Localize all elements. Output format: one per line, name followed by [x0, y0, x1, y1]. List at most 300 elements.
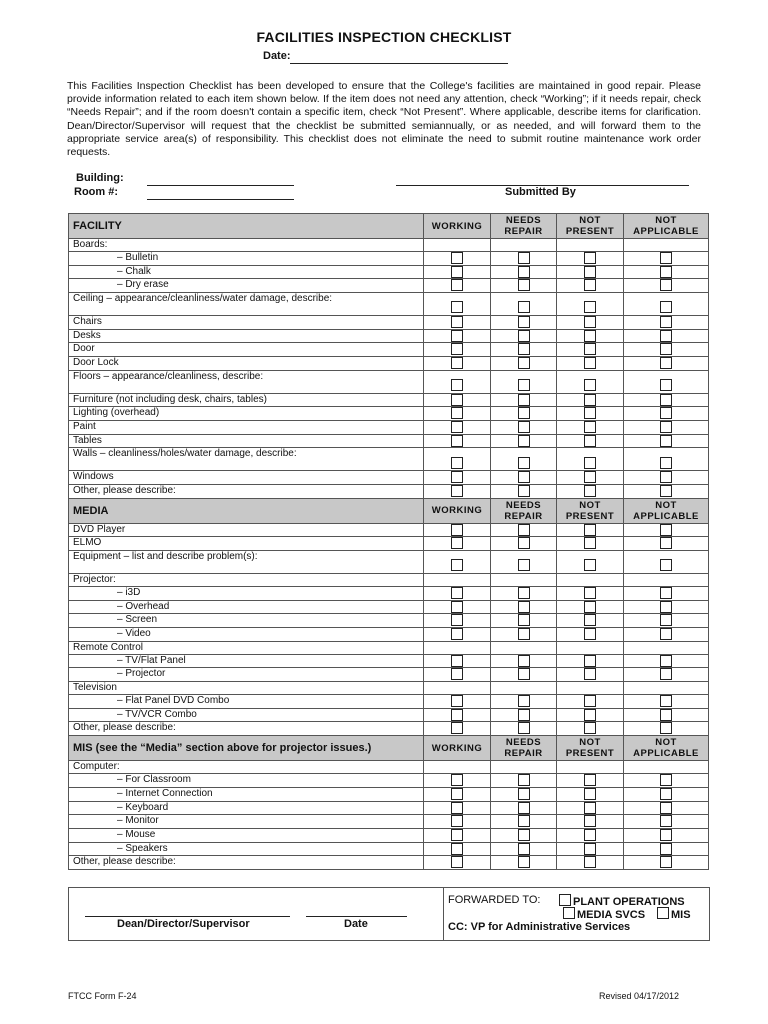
checkbox-cell[interactable] [491, 668, 557, 682]
not-applicable-checkbox[interactable] [660, 471, 672, 483]
needs-repair-checkbox[interactable] [518, 829, 530, 841]
checkbox-cell[interactable] [557, 815, 624, 829]
item-label: – Screen [69, 614, 424, 628]
checkbox-cell[interactable] [491, 370, 557, 393]
checkbox-cell[interactable] [424, 537, 491, 551]
checkbox-cell[interactable] [491, 484, 557, 498]
checkbox-cell[interactable] [491, 627, 557, 641]
not-present-checkbox[interactable] [584, 524, 596, 536]
not-applicable-checkbox[interactable] [660, 843, 672, 855]
checkbox-cell[interactable] [491, 828, 557, 842]
needs-repair-checkbox[interactable] [518, 695, 530, 707]
checkbox-cell[interactable] [557, 316, 624, 330]
needs-repair-checkbox[interactable] [518, 601, 530, 613]
working-checkbox[interactable] [451, 252, 463, 264]
working-checkbox[interactable] [451, 485, 463, 497]
mis-checkbox[interactable] [657, 907, 669, 919]
checkbox-cell[interactable] [491, 329, 557, 343]
plant-operations-option[interactable]: PLANT OPERATIONS [559, 894, 685, 908]
checkbox-cell[interactable] [424, 627, 491, 641]
checkbox-cell[interactable] [491, 537, 557, 551]
not-present-checkbox[interactable] [584, 601, 596, 613]
needs-repair-checkbox[interactable] [518, 379, 530, 391]
checkbox-cell[interactable] [624, 856, 709, 870]
item-label: – Projector [69, 668, 424, 682]
checkbox-cell[interactable] [557, 434, 624, 448]
not-present-checkbox[interactable] [584, 709, 596, 721]
not-present-checkbox[interactable] [584, 788, 596, 800]
working-checkbox[interactable] [451, 802, 463, 814]
not-applicable-checkbox[interactable] [660, 709, 672, 721]
checkbox-cell[interactable] [624, 668, 709, 682]
checkbox-cell[interactable] [424, 614, 491, 628]
checkbox-cell[interactable] [424, 856, 491, 870]
checkbox-cell[interactable] [624, 614, 709, 628]
checkbox-cell[interactable] [491, 654, 557, 668]
checkbox-cell[interactable] [424, 471, 491, 485]
checkbox-cell[interactable] [424, 357, 491, 371]
not-present-checkbox[interactable] [584, 655, 596, 667]
not-applicable-checkbox[interactable] [660, 559, 672, 571]
checkbox-cell[interactable] [491, 393, 557, 407]
needs-repair-checkbox[interactable] [518, 301, 530, 313]
working-checkbox[interactable] [451, 709, 463, 721]
needs-repair-checkbox[interactable] [518, 537, 530, 549]
checkbox-cell[interactable] [491, 774, 557, 788]
needs-repair-checkbox[interactable] [518, 774, 530, 786]
not-applicable-checkbox[interactable] [660, 394, 672, 406]
checkbox-cell[interactable] [624, 815, 709, 829]
sign-date-line[interactable] [306, 916, 407, 917]
checkbox-cell[interactable] [624, 329, 709, 343]
needs-repair-checkbox[interactable] [518, 343, 530, 355]
checkbox-cell[interactable] [424, 842, 491, 856]
checkbox-cell[interactable] [491, 695, 557, 709]
working-checkbox[interactable] [451, 601, 463, 613]
needs-repair-checkbox[interactable] [518, 843, 530, 855]
checkbox-cell[interactable] [624, 550, 709, 573]
checkbox-cell[interactable] [424, 265, 491, 279]
not-applicable-checkbox[interactable] [660, 379, 672, 391]
needs-repair-checkbox[interactable] [518, 709, 530, 721]
checkbox-cell[interactable] [491, 815, 557, 829]
working-checkbox[interactable] [451, 471, 463, 483]
checkbox-cell[interactable] [557, 787, 624, 801]
checkbox-cell[interactable] [557, 393, 624, 407]
checkbox-cell[interactable] [424, 407, 491, 421]
not-present-checkbox[interactable] [584, 343, 596, 355]
not-applicable-checkbox[interactable] [660, 856, 672, 868]
checkbox-cell[interactable] [424, 722, 491, 736]
working-checkbox[interactable] [451, 421, 463, 433]
checkbox-cell[interactable] [557, 586, 624, 600]
checkbox-cell [557, 641, 624, 654]
needs-repair-checkbox[interactable] [518, 668, 530, 680]
checkbox-cell[interactable] [624, 537, 709, 551]
needs-repair-checkbox[interactable] [518, 435, 530, 447]
not-present-checkbox[interactable] [584, 421, 596, 433]
working-checkbox[interactable] [451, 357, 463, 369]
working-checkbox[interactable] [451, 301, 463, 313]
working-checkbox[interactable] [451, 655, 463, 667]
checkbox-cell[interactable] [424, 252, 491, 266]
item-label: Other, please describe: [69, 722, 424, 736]
checkbox-cell[interactable] [557, 357, 624, 371]
working-checkbox[interactable] [451, 843, 463, 855]
checkbox-cell[interactable] [424, 708, 491, 722]
checkbox-cell[interactable] [624, 774, 709, 788]
working-checkbox[interactable] [451, 774, 463, 786]
checkbox-cell[interactable] [424, 600, 491, 614]
checkbox-cell[interactable] [424, 279, 491, 293]
not-present-checkbox[interactable] [584, 316, 596, 328]
checkbox-cell[interactable] [624, 586, 709, 600]
not-applicable-checkbox[interactable] [660, 601, 672, 613]
not-applicable-checkbox[interactable] [660, 301, 672, 313]
checkbox-cell[interactable] [491, 787, 557, 801]
checkbox-cell[interactable] [557, 523, 624, 537]
checkbox-cell[interactable] [624, 695, 709, 709]
checkbox-cell[interactable] [557, 856, 624, 870]
not-present-checkbox[interactable] [584, 357, 596, 369]
not-applicable-checkbox[interactable] [660, 485, 672, 497]
checkbox-cell[interactable] [624, 293, 709, 316]
working-checkbox[interactable] [451, 788, 463, 800]
checkbox-cell[interactable] [624, 393, 709, 407]
not-applicable-checkbox[interactable] [660, 457, 672, 469]
not-present-checkbox[interactable] [584, 301, 596, 313]
not-applicable-checkbox[interactable] [660, 614, 672, 626]
needs-repair-checkbox[interactable] [518, 722, 530, 734]
mis-option[interactable]: MIS [657, 907, 691, 921]
not-applicable-checkbox[interactable] [660, 587, 672, 599]
needs-repair-checkbox[interactable] [518, 394, 530, 406]
checkbox-cell[interactable] [557, 774, 624, 788]
checkbox-cell[interactable] [624, 708, 709, 722]
not-present-checkbox[interactable] [584, 279, 596, 291]
checkbox-cell[interactable] [491, 708, 557, 722]
not-applicable-checkbox[interactable] [660, 537, 672, 549]
checkbox-cell[interactable] [557, 448, 624, 471]
checkbox-cell[interactable] [424, 316, 491, 330]
checkbox-cell[interactable] [491, 842, 557, 856]
checkbox-cell[interactable] [624, 357, 709, 371]
checkbox-cell[interactable] [624, 471, 709, 485]
not-present-checkbox[interactable] [584, 829, 596, 841]
checkbox-cell[interactable] [624, 265, 709, 279]
checkbox-cell[interactable] [557, 407, 624, 421]
needs-repair-checkbox[interactable] [518, 421, 530, 433]
needs-repair-checkbox[interactable] [518, 471, 530, 483]
needs-repair-checkbox[interactable] [518, 279, 530, 291]
checkbox-cell[interactable] [491, 856, 557, 870]
not-present-checkbox[interactable] [584, 471, 596, 483]
working-checkbox[interactable] [451, 343, 463, 355]
not-present-checkbox[interactable] [584, 722, 596, 734]
checkbox-cell[interactable] [557, 484, 624, 498]
checkbox-cell[interactable] [424, 393, 491, 407]
not-present-checkbox[interactable] [584, 856, 596, 868]
checkbox-cell[interactable] [491, 407, 557, 421]
checkbox-cell[interactable] [491, 434, 557, 448]
signer-line[interactable] [85, 916, 290, 917]
checkbox-cell[interactable] [557, 420, 624, 434]
not-present-checkbox[interactable] [584, 266, 596, 278]
needs-repair-checkbox[interactable] [518, 485, 530, 497]
not-present-checkbox[interactable] [584, 252, 596, 264]
checkbox-cell[interactable] [557, 828, 624, 842]
working-checkbox[interactable] [451, 668, 463, 680]
checkbox-cell[interactable] [424, 448, 491, 471]
working-checkbox[interactable] [451, 815, 463, 827]
checkbox-cell[interactable] [624, 420, 709, 434]
checkbox-cell[interactable] [491, 614, 557, 628]
checkbox-cell[interactable] [424, 523, 491, 537]
checkbox-cell[interactable] [557, 293, 624, 316]
needs-repair-checkbox[interactable] [518, 252, 530, 264]
date-field[interactable] [290, 63, 508, 64]
not-applicable-checkbox[interactable] [660, 774, 672, 786]
not-applicable-checkbox[interactable] [660, 655, 672, 667]
working-checkbox[interactable] [451, 587, 463, 599]
checkbox-cell[interactable] [491, 265, 557, 279]
checkbox-cell[interactable] [491, 279, 557, 293]
needs-repair-checkbox[interactable] [518, 655, 530, 667]
not-present-checkbox[interactable] [584, 457, 596, 469]
checkbox-cell[interactable] [557, 708, 624, 722]
checkbox-cell[interactable] [424, 801, 491, 815]
checkbox-cell[interactable] [424, 484, 491, 498]
not-present-checkbox[interactable] [584, 843, 596, 855]
checkbox-cell[interactable] [624, 523, 709, 537]
media-svcs-checkbox[interactable] [563, 907, 575, 919]
checkbox-cell[interactable] [424, 370, 491, 393]
checkbox-cell[interactable] [557, 252, 624, 266]
working-checkbox[interactable] [451, 695, 463, 707]
not-present-checkbox[interactable] [584, 537, 596, 549]
checkbox-cell[interactable] [491, 420, 557, 434]
working-checkbox[interactable] [451, 559, 463, 571]
checkbox-cell[interactable] [491, 523, 557, 537]
working-checkbox[interactable] [451, 856, 463, 868]
not-applicable-checkbox[interactable] [660, 829, 672, 841]
needs-repair-checkbox[interactable] [518, 524, 530, 536]
not-applicable-checkbox[interactable] [660, 668, 672, 680]
needs-repair-checkbox[interactable] [518, 614, 530, 626]
working-checkbox[interactable] [451, 266, 463, 278]
checkbox-cell[interactable] [557, 614, 624, 628]
working-checkbox[interactable] [451, 614, 463, 626]
checkbox-cell[interactable] [424, 787, 491, 801]
checkbox-cell[interactable] [557, 537, 624, 551]
needs-repair-checkbox[interactable] [518, 628, 530, 640]
checkbox-cell[interactable] [491, 357, 557, 371]
not-present-checkbox[interactable] [584, 802, 596, 814]
needs-repair-checkbox[interactable] [518, 856, 530, 868]
room-field[interactable] [147, 199, 294, 200]
building-field[interactable] [147, 185, 294, 186]
checkbox-cell[interactable] [624, 279, 709, 293]
checkbox-cell[interactable] [624, 787, 709, 801]
not-present-checkbox[interactable] [584, 695, 596, 707]
checkbox-cell[interactable] [624, 370, 709, 393]
needs-repair-checkbox[interactable] [518, 802, 530, 814]
checkbox-cell[interactable] [424, 550, 491, 573]
checkbox-cell[interactable] [491, 316, 557, 330]
needs-repair-checkbox[interactable] [518, 266, 530, 278]
checkbox-cell[interactable] [424, 586, 491, 600]
not-applicable-checkbox[interactable] [660, 343, 672, 355]
checkbox-cell [624, 761, 709, 774]
checkbox-cell[interactable] [424, 434, 491, 448]
checkbox-cell[interactable] [557, 627, 624, 641]
checkbox-cell[interactable] [624, 448, 709, 471]
working-checkbox[interactable] [451, 279, 463, 291]
checkbox-cell[interactable] [624, 343, 709, 357]
working-checkbox[interactable] [451, 628, 463, 640]
checkbox-cell[interactable] [491, 586, 557, 600]
not-present-checkbox[interactable] [584, 815, 596, 827]
checkbox-cell[interactable] [624, 316, 709, 330]
not-present-checkbox[interactable] [584, 330, 596, 342]
not-applicable-checkbox[interactable] [660, 788, 672, 800]
media-svcs-option[interactable]: MEDIA SVCS [563, 907, 645, 921]
working-checkbox[interactable] [451, 537, 463, 549]
checkbox-cell[interactable] [624, 407, 709, 421]
not-present-checkbox[interactable] [584, 435, 596, 447]
needs-repair-checkbox[interactable] [518, 815, 530, 827]
not-applicable-checkbox[interactable] [660, 802, 672, 814]
checkbox-cell[interactable] [424, 329, 491, 343]
working-checkbox[interactable] [451, 829, 463, 841]
checkbox-cell[interactable] [491, 550, 557, 573]
checkbox-cell[interactable] [424, 420, 491, 434]
checkbox-cell[interactable] [424, 343, 491, 357]
checkbox-cell[interactable] [557, 722, 624, 736]
checkbox-cell[interactable] [491, 252, 557, 266]
checkbox-cell[interactable] [557, 550, 624, 573]
not-applicable-checkbox[interactable] [660, 628, 672, 640]
table-row [69, 722, 709, 736]
checkbox-cell[interactable] [557, 695, 624, 709]
checkbox-cell[interactable] [557, 842, 624, 856]
working-checkbox[interactable] [451, 330, 463, 342]
needs-repair-checkbox[interactable] [518, 357, 530, 369]
checkbox-cell[interactable] [491, 600, 557, 614]
checkbox-cell[interactable] [624, 842, 709, 856]
checkbox-cell[interactable] [624, 627, 709, 641]
checkbox-cell[interactable] [557, 600, 624, 614]
not-present-checkbox[interactable] [584, 628, 596, 640]
needs-repair-checkbox[interactable] [518, 407, 530, 419]
not-applicable-checkbox[interactable] [660, 695, 672, 707]
checkbox-cell[interactable] [424, 293, 491, 316]
checkbox-cell[interactable] [491, 448, 557, 471]
checkbox-cell[interactable] [557, 654, 624, 668]
not-applicable-checkbox[interactable] [660, 316, 672, 328]
checkbox-cell [424, 761, 491, 774]
plant-operations-checkbox[interactable] [559, 894, 571, 906]
checkbox-cell[interactable] [424, 654, 491, 668]
checkbox-cell[interactable] [557, 265, 624, 279]
not-present-checkbox[interactable] [584, 614, 596, 626]
checkbox-cell[interactable] [557, 801, 624, 815]
checkbox-cell[interactable] [624, 484, 709, 498]
needs-repair-checkbox[interactable] [518, 330, 530, 342]
working-checkbox[interactable] [451, 435, 463, 447]
checkbox-cell[interactable] [624, 252, 709, 266]
checkbox-cell[interactable] [624, 654, 709, 668]
working-checkbox[interactable] [451, 407, 463, 419]
not-applicable-checkbox[interactable] [660, 279, 672, 291]
needs-repair-checkbox[interactable] [518, 559, 530, 571]
table-row [69, 856, 709, 870]
needs-repair-checkbox[interactable] [518, 457, 530, 469]
checkbox-cell[interactable] [557, 471, 624, 485]
checkbox-cell[interactable] [557, 370, 624, 393]
checkbox-cell[interactable] [491, 293, 557, 316]
not-applicable-checkbox[interactable] [660, 330, 672, 342]
not-applicable-checkbox[interactable] [660, 407, 672, 419]
not-present-checkbox[interactable] [584, 587, 596, 599]
not-present-checkbox[interactable] [584, 559, 596, 571]
not-applicable-checkbox[interactable] [660, 815, 672, 827]
checkbox-cell[interactable] [424, 668, 491, 682]
not-applicable-checkbox[interactable] [660, 357, 672, 369]
checkbox-cell[interactable] [624, 801, 709, 815]
not-applicable-checkbox[interactable] [660, 421, 672, 433]
checkbox-cell[interactable] [424, 815, 491, 829]
checkbox-cell[interactable] [491, 801, 557, 815]
checkbox-cell[interactable] [557, 279, 624, 293]
not-present-checkbox[interactable] [584, 774, 596, 786]
not-applicable-checkbox[interactable] [660, 722, 672, 734]
working-checkbox[interactable] [451, 316, 463, 328]
checkbox-cell[interactable] [491, 471, 557, 485]
working-checkbox[interactable] [451, 457, 463, 469]
checkbox-cell[interactable] [557, 668, 624, 682]
not-present-checkbox[interactable] [584, 668, 596, 680]
not-applicable-checkbox[interactable] [660, 252, 672, 264]
not-present-checkbox[interactable] [584, 394, 596, 406]
not-present-checkbox[interactable] [584, 379, 596, 391]
building-label: Building: [76, 172, 124, 184]
checkbox-cell[interactable] [424, 774, 491, 788]
checkbox-cell[interactable] [557, 329, 624, 343]
working-checkbox[interactable] [451, 394, 463, 406]
working-checkbox[interactable] [451, 379, 463, 391]
checkbox-cell[interactable] [424, 828, 491, 842]
needs-repair-checkbox[interactable] [518, 788, 530, 800]
checkbox-cell[interactable] [624, 600, 709, 614]
checkbox-cell[interactable] [624, 828, 709, 842]
not-applicable-checkbox[interactable] [660, 435, 672, 447]
checkbox-cell[interactable] [624, 434, 709, 448]
checkbox-cell[interactable] [491, 722, 557, 736]
checkbox-cell[interactable] [624, 722, 709, 736]
working-checkbox[interactable] [451, 722, 463, 734]
checkbox-cell[interactable] [557, 343, 624, 357]
needs-repair-checkbox[interactable] [518, 587, 530, 599]
needs-repair-checkbox[interactable] [518, 316, 530, 328]
checkbox-cell[interactable] [491, 343, 557, 357]
not-present-checkbox[interactable] [584, 485, 596, 497]
not-present-checkbox[interactable] [584, 407, 596, 419]
not-applicable-checkbox[interactable] [660, 266, 672, 278]
working-checkbox[interactable] [451, 524, 463, 536]
checkbox-cell[interactable] [424, 695, 491, 709]
not-applicable-checkbox[interactable] [660, 524, 672, 536]
